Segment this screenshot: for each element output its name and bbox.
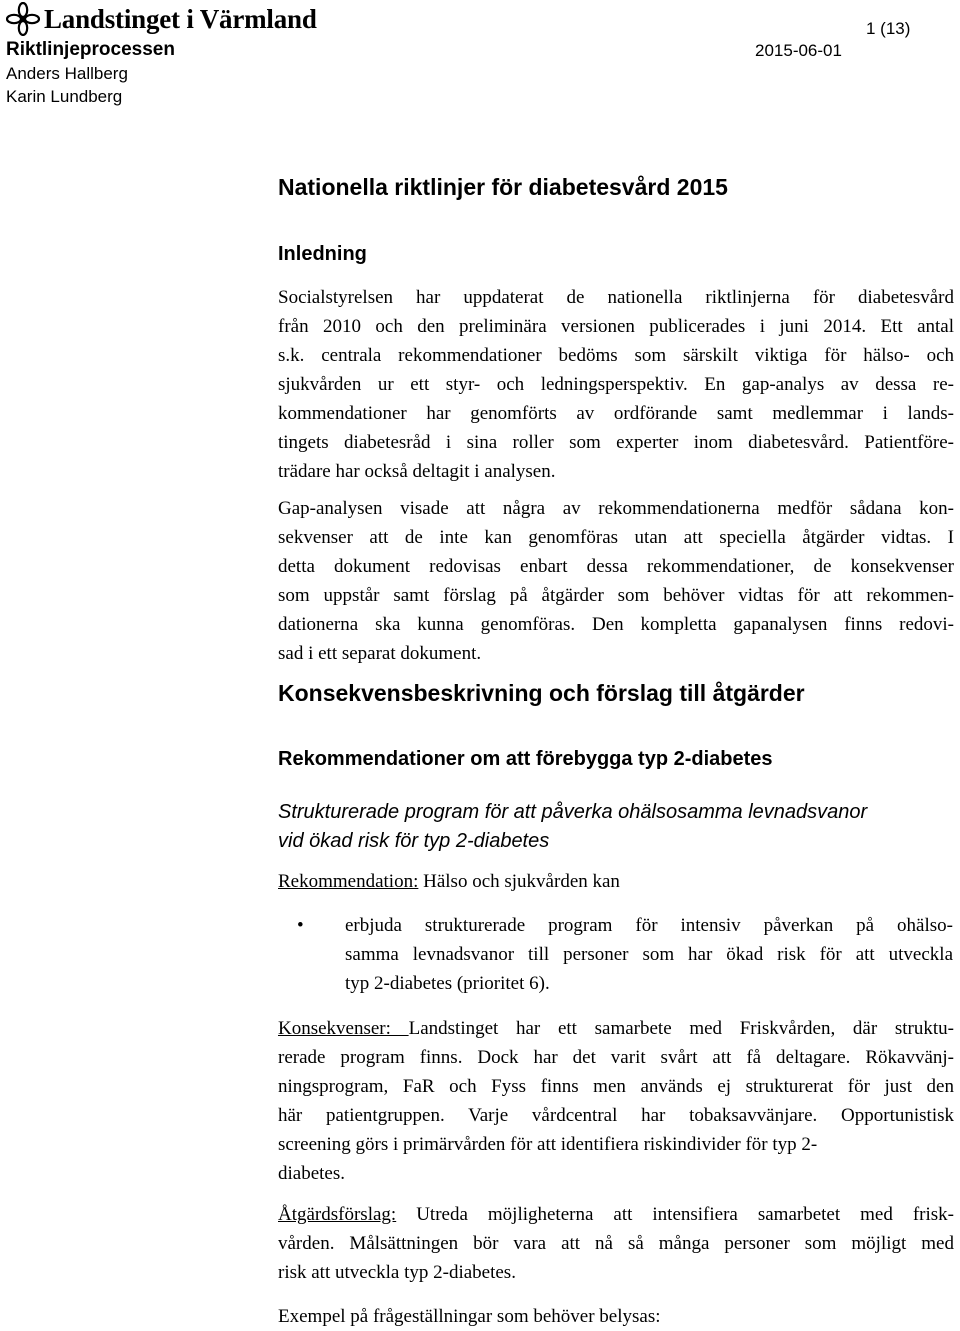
text-line: detta dokument redovisas enbart dessa rekommendationer, de konsekvenser: [278, 556, 954, 577]
org-logo: [6, 2, 317, 36]
recommendation-text: Hälso och sjukvården kan: [418, 871, 620, 892]
measures-label: Åtgärdsförslag:: [278, 1204, 397, 1225]
text-line: som uppstår samt förslag på åtgärder som behöver vidtas för att rekommen-: [278, 585, 954, 606]
text-line: Strukturerade program för att påverka ohälsosamma levnadsvanor: [278, 801, 868, 823]
text-line: s.k. centrala rekommendationer bedöms som särskilt viktiga för hälso- och: [278, 345, 954, 366]
text-line: typ 2-diabetes (prioritet 6).: [345, 973, 550, 994]
text-line: sjukvården ur ett styr- och ledningsperspektiv. En gap-analys av dessa re-: [278, 374, 954, 395]
flower-logo-icon: [6, 2, 40, 36]
text-line: risk att utveckla typ 2-diabetes.: [278, 1262, 516, 1283]
text-line: sekvenser att de inte kan genomföras utan att speciella åtgärder vidtas. I: [278, 527, 954, 548]
intro-heading: Inledning: [278, 243, 367, 265]
consequences-paragraph: [278, 1014, 954, 1188]
document-title: Nationella riktlinjer för diabetesvård 2015: [278, 174, 728, 200]
text-line: trädare har också deltagit i analysen.: [278, 461, 556, 482]
author-name: Anders Hallberg: [6, 64, 128, 83]
intro-paragraph-2: [278, 494, 954, 668]
recommendation-label: Rekommendation:: [278, 871, 419, 892]
author-name: Karin Lundberg: [6, 87, 123, 106]
section-heading: Konsekvensbeskrivning och förslag till åtgärder: [278, 680, 805, 706]
text-line: vid ökad risk för typ 2-diabetes: [278, 830, 550, 852]
text-line: Socialstyrelsen har uppdaterat de nationella riktlinjerna för diabetesvård: [278, 287, 954, 308]
page-number: 1 (13): [866, 19, 911, 38]
recommendation-line: [278, 867, 954, 896]
recommendation-bullet: [345, 911, 953, 998]
text-line: diabetes.: [278, 1163, 346, 1184]
subsection-heading: Rekommendationer om att förebygga typ 2-diabetes: [278, 748, 773, 770]
consequences-label: Konsekvenser:: [278, 1018, 409, 1039]
text-line: vården. Målsättningen bör vara att nå så många personer som möjligt med: [278, 1233, 954, 1254]
measures-text: Utreda möjligheterna att intensifiera samarbetet med frisk-: [396, 1204, 954, 1225]
text-line: kommendationer har genomförts av ordförande samt medlemmar i lands-: [278, 403, 954, 424]
measures-paragraph: [278, 1200, 954, 1287]
text-line: rerade program finns. Dock har det varit svårt att få deltagare. Rökavvänj-: [278, 1047, 954, 1068]
examples-intro: Exempel på frågeställningar som behöver belysas:: [278, 1306, 661, 1327]
text-line: från 2010 och den preliminära versionen publicerades i juni 2014. Ett antal: [278, 316, 954, 337]
bullet-icon: •: [297, 915, 304, 936]
intro-paragraph-1: [278, 283, 954, 486]
text-line: här patientgruppen. Varje vårdcentral har tobaksavvänjare. Opportunistisk: [278, 1105, 954, 1126]
text-line: tingets diabetesråd i sina roller som experter inom diabetesvård. Patientföre-: [278, 432, 954, 453]
document-series-title: Riktlinjeprocessen: [6, 39, 175, 60]
consequences-text: Landstinget har ett samarbete med Friskvården, där struktu-: [408, 1018, 954, 1039]
document-date: 2015-06-01: [755, 41, 842, 60]
text-line: screening görs i primärvården för att identifiera riskindivider för typ 2-: [278, 1134, 818, 1155]
text-line: ningsprogram, FaR och Fyss finns men används ej strukturerat för just den: [278, 1076, 954, 1097]
topic-heading: [278, 798, 954, 856]
text-line: samma levnadsvanor till personer som har ökad risk för att utveckla: [345, 944, 953, 965]
text-line: dationerna ska kunna genomföras. Den kompletta gapanalysen finns redovi-: [278, 614, 954, 635]
text-line: erbjuda strukturerade program för intensiv påverkan på ohälso-: [345, 915, 953, 936]
text-line: Gap-analysen visade att några av rekommendationerna medför sådana kon-: [278, 498, 954, 519]
text-line: sad i ett separat dokument.: [278, 643, 482, 664]
org-name: Landstinget i Värmland: [44, 4, 317, 34]
